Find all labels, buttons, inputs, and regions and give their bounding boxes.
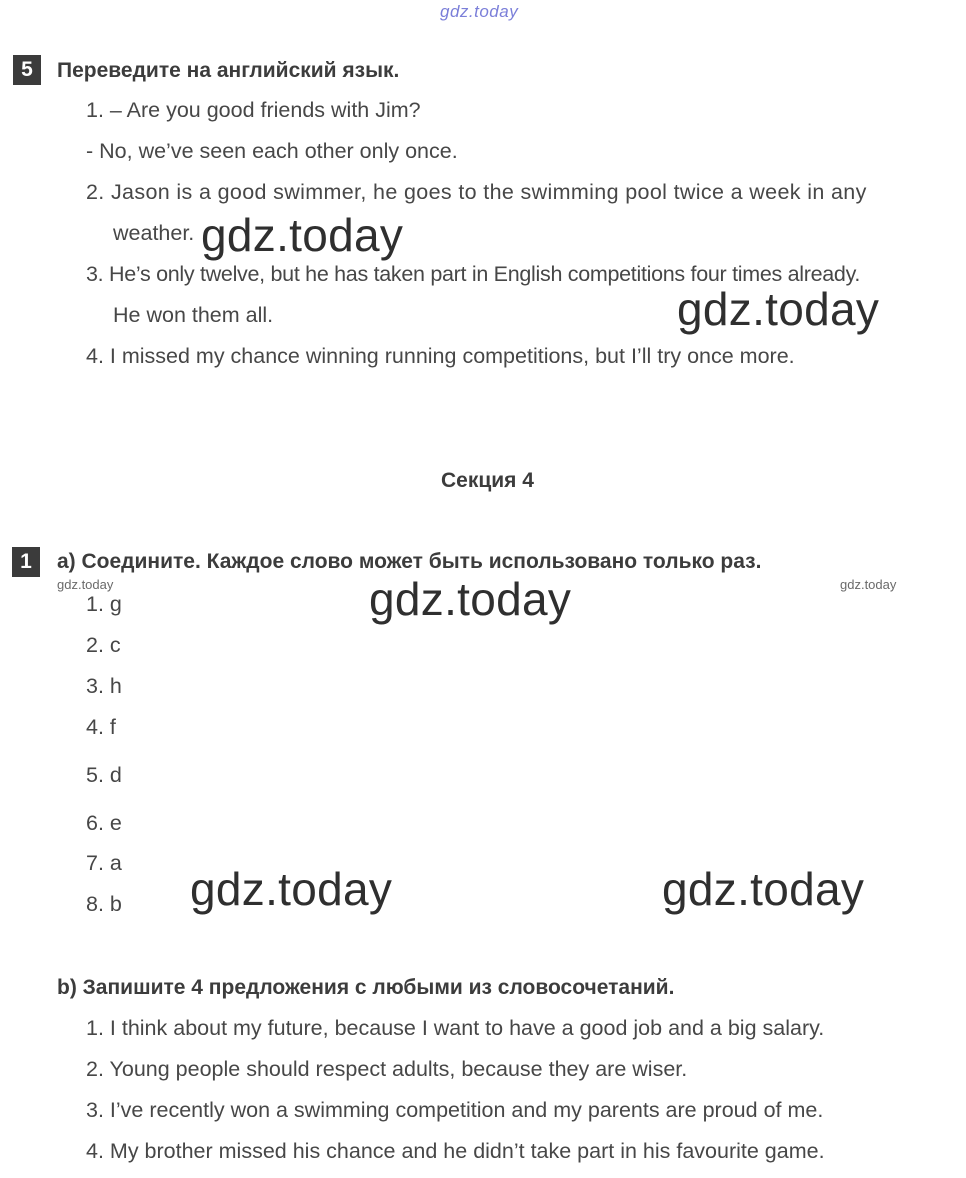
watermark-text: gdz.today: [662, 863, 865, 915]
task-5-line: weather.: [113, 221, 195, 245]
section-title: Секция 4: [441, 469, 534, 492]
task-5-line: - No, we’ve seen each other only once.: [86, 139, 458, 163]
small-watermark-left: gdz.today: [57, 577, 114, 592]
sentence-item: 4. My brother missed his chance and he didn’t take part in his favourite game.: [86, 1139, 825, 1163]
sentence-item: 1. I think about my future, because I want to have a good job and a big salary.: [86, 1016, 825, 1040]
task-5-number: 5: [13, 55, 41, 85]
answer-item: 2. c: [86, 633, 121, 657]
task-1-number: 1: [12, 547, 40, 577]
sentence-item: 3. I’ve recently won a swimming competition and my parents are proud of me.: [86, 1098, 824, 1122]
watermark-text: gdz.today: [369, 573, 572, 625]
task-5-line: 4. I missed my chance winning running competitions, but I’ll try once more.: [86, 344, 795, 368]
answer-item: 4. f: [86, 715, 116, 739]
task-1a-heading: а) Соедините. Каждое слово может быть использовано только раз.: [57, 550, 762, 573]
sentence-item: 2. Young people should respect adults, because they are wiser.: [86, 1057, 688, 1081]
answer-item: 5. d: [86, 763, 122, 787]
small-watermark-right: gdz.today: [840, 577, 897, 592]
task-5-line: 2. Jason is a good swimmer, he goes to the swimming pool twice a week in any: [86, 180, 867, 204]
task-5-line: 3. He’s only twelve, but he has taken part in English competitions four times already.: [86, 262, 861, 286]
watermark-text: gdz.today: [201, 209, 404, 261]
answer-item: 7. a: [86, 851, 122, 875]
task-1b-heading: b) Запишите 4 предложения с любыми из словосочетаний.: [57, 976, 675, 999]
answer-item: 8. b: [86, 892, 122, 916]
answer-item: 6. e: [86, 811, 122, 835]
task-5-heading: Переведите на английский язык.: [57, 59, 400, 82]
watermark-text: gdz.today: [190, 863, 393, 915]
task-5-line: He won them all.: [113, 303, 274, 327]
answer-item: 1. g: [86, 592, 122, 616]
watermark-text: gdz.today: [677, 283, 880, 335]
top-watermark: gdz.today: [440, 2, 519, 21]
answer-item: 3. h: [86, 674, 122, 698]
task-5-line: 1. – Are you good friends with Jim?: [86, 98, 421, 122]
